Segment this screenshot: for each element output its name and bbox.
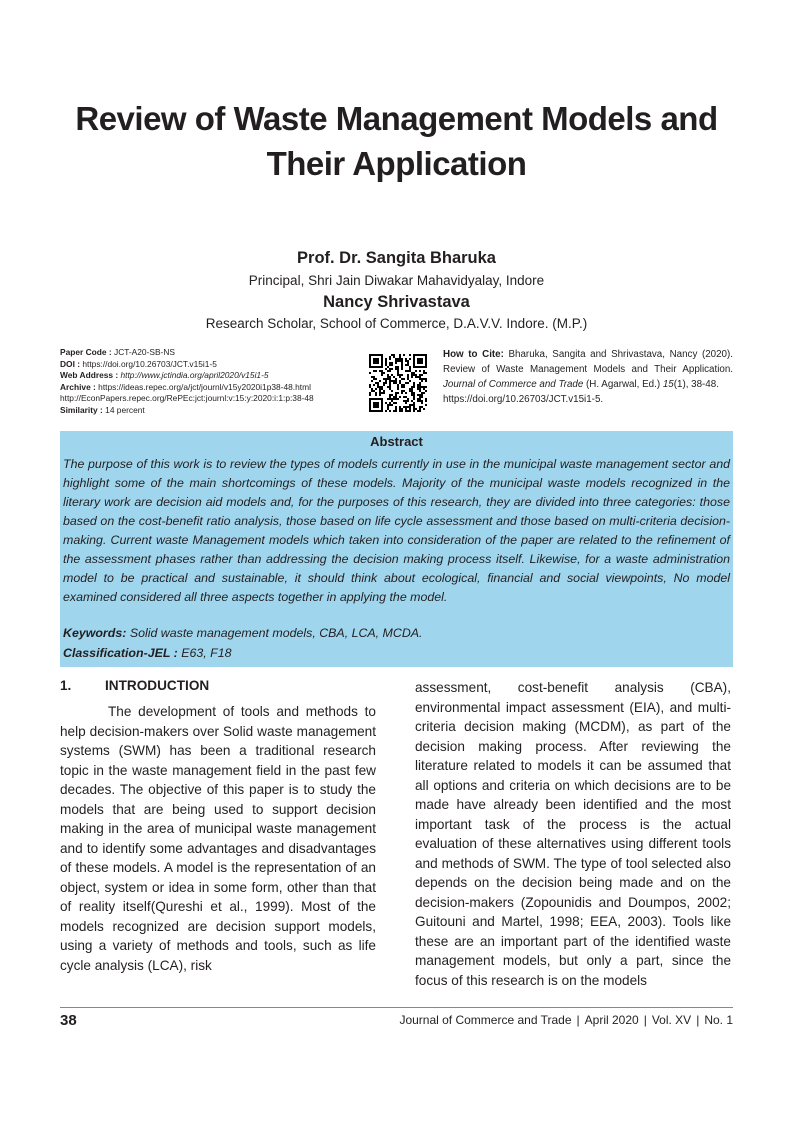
intro-paragraph-right: assessment, cost-benefit analysis (CBA), environmental impact assessment (EIA), and multi-criteria decision making (MCDM), as part of the decision making process. After reviewing the literature related to models it can be assumed that all options and criteria on which decisions are to be made have already been identified and the most important task of the process is the actual evaluation of these alternatives using different tools and methods of SWM. The type of tool selected also depends on the decision being made and on the decision-makers (Zopounidis and Doumpos, 2002; Guitouni and Martel, 1998; EEA, 2003). Tools like these are an important part of the identified waste management models, but only a part, since the focus of this research is on the models [415,680,731,988]
doi-link[interactable]: https://doi.org/10.26703/JCT.v15i1-5 [82,358,217,369]
jel-line [63,646,730,660]
paper-code-label: Paper Code : [60,347,112,357]
body-column-left [60,702,376,975]
web-link[interactable]: http://www.jctindia.org/april2020/v15i1-5 [120,370,269,381]
cite-label: How to Cite: [443,349,504,360]
abstract-heading: Abstract [370,434,423,449]
footer-journal: Journal of Commerce and Trade [399,1013,572,1027]
footer-sep: | [576,1013,580,1027]
title-line-1: Review of Waste Management Models and [75,100,718,137]
footer-date: April 2020 [584,1013,639,1027]
web-row [60,370,360,382]
cite-journal: Journal of Commerce and Trade [443,379,584,390]
body-column-right [415,678,731,990]
keywords: Solid waste management models, CBA, LCA, MCDA. [129,626,423,640]
archive-link[interactable]: https://ideas.repec.org/a/jct/journl/v15y2020i1p38-48.html [98,381,311,392]
cite-issue-pages: (1), 38-48. [673,379,719,390]
doi-row [60,359,360,371]
author-1-name: Prof. Dr. Sangita Bharuka [297,249,496,267]
abstract-text: The purpose of this work is to review the types of models currently in use in the municipal waste management sector and highlight some of the main shortcomings of these models. Majority of the municipal waste models recognized in the literary work are decision aid models and, for the purposes of this research, they are divided into three categories: those based on the cost-benefit ratio analysis, those based on life cycle assessment and those based on multi-criteria decision-making. Current waste Management models which taken into consideration of the paper are related to the refinement of the assessment phases rather than addressing the decision making process itself. Likewise, for a waste administration model to be practical and sustainable, it should think about ecological, financial and social viewpoints, No model examined considered all three aspects together in applying the model. [63,457,730,604]
paper-title [40,96,753,186]
author-2-name: Nancy Shrivastava [323,293,470,311]
similarity-row [60,405,360,417]
keywords-line [63,626,730,640]
econpapers-row[interactable]: http://EconPapers.repec.org/RePEc:jct:journl:v:15:y:2020:i:1:p:38-48 [60,393,314,404]
footer-sep: | [643,1013,647,1027]
title-line-2: Their Application [266,145,527,182]
footer-divider [60,1007,733,1008]
paper-code: JCT-A20-SB-NS [114,347,175,357]
cite-volume: 15 [662,379,674,390]
jel-label: Classification-JEL : [63,646,178,660]
footer-journal-info [399,1013,733,1027]
footer-volume: Vol. XV [651,1013,692,1027]
paper-code-row [60,347,360,359]
archive-label: Archive : [60,381,96,392]
doi-label: DOI : [60,358,81,369]
intro-paragraph-left: The development of tools and methods to help decision-makers over Solid waste management systems (SWM) has been a traditional research topic in the waste management field in the past few decades. The objective of this paper is to study the models that are being used to support decision making in the area of municipal waste management and to identify some advantages and disadvantages of these models. A model is the representation of an object, system or idea in some form, other than that of reality itself(Qureshi et al., 1999). Most of the models recognized are decision support models, using a variety of methods and tools, such as life cycle analysis (LCA), risk [60,704,376,973]
section-heading [60,678,209,693]
jel-codes: E63, F18 [181,646,232,660]
section-title: INTRODUCTION [105,678,210,693]
author-1-affiliation: Principal, Shri Jain Diwakar Mahavidyalay, Indore [248,273,545,288]
cite-doi[interactable]: https://doi.org/10.26703/JCT.v15i1-5. [443,394,604,405]
qr-code-icon [369,354,427,412]
footer-number: No. 1 [704,1013,733,1027]
cite-editor: (H. Agarwal, Ed.) [586,379,661,390]
web-label: Web Address : [60,370,119,381]
archive-row [60,382,360,394]
keywords-label: Keywords: [63,626,127,640]
similarity-label: Similarity : [60,404,103,415]
cite-authors: Bharuka, Sangita and Shrivastava, Nancy (2020). Review of Waste Management Models and Their Application. [443,349,733,375]
author-2-affiliation: Research Scholar, School of Commerce, D.A.V.V. Indore. (M.P.) [205,316,588,331]
footer-sep: | [696,1013,700,1027]
page-number: 38 [60,1012,77,1029]
section-number: 1. [60,678,72,693]
how-to-cite [443,347,733,407]
paper-metadata [60,347,360,417]
similarity-value: 14 percent [105,404,145,415]
